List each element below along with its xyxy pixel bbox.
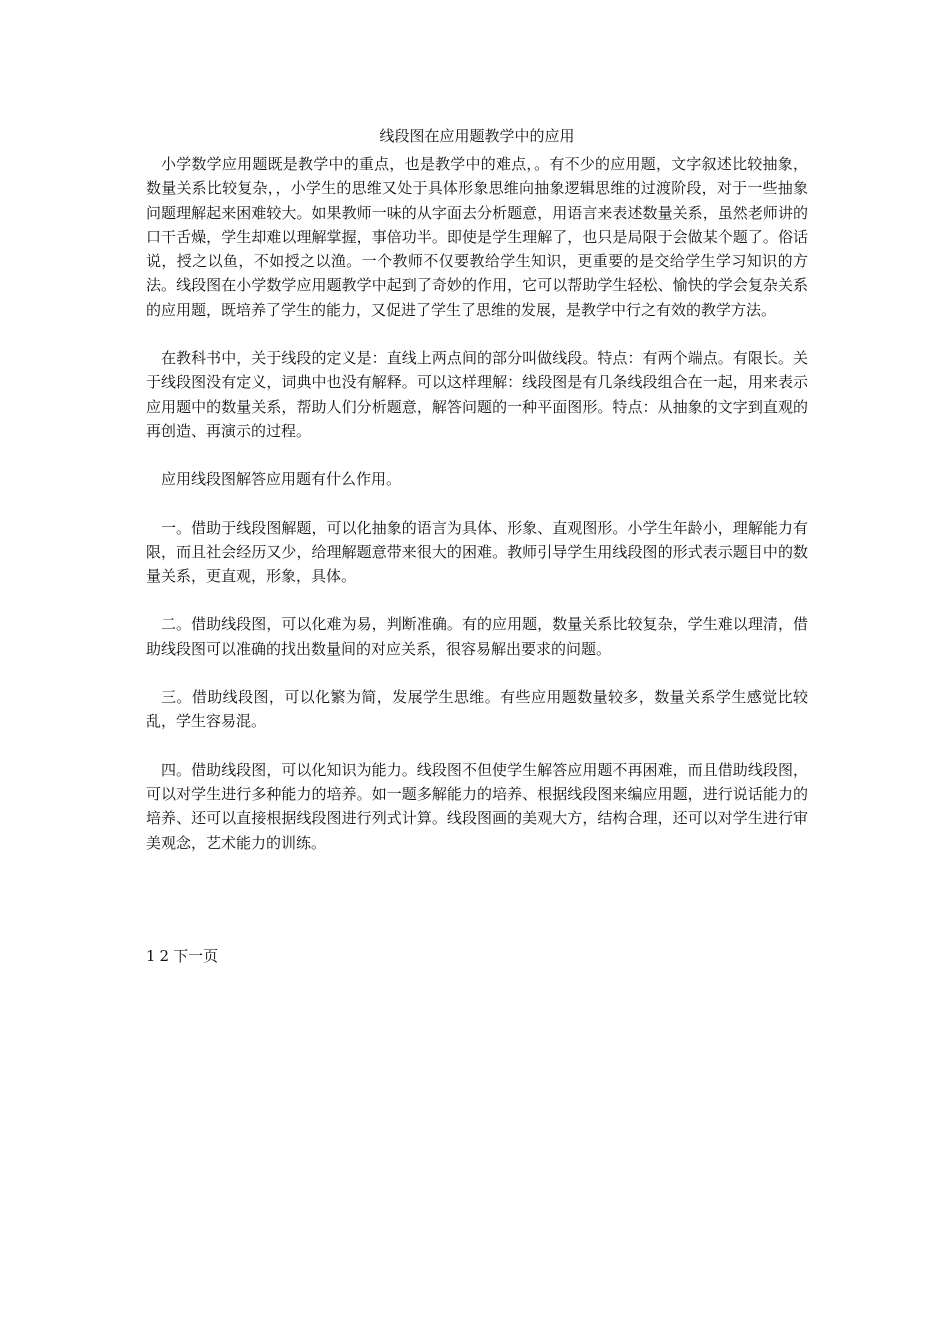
paragraph-gap — [146, 443, 808, 467]
paragraph-point-two: 二。借助线段图，可以化难为易，判断准确。有的应用题，数量关系比较复杂，学生难以理清，借助线段图可以准确的找出数量间的对应关系，很容易解出要求的问题。 — [146, 615, 808, 658]
page-link-1[interactable]: 1 — [146, 947, 156, 965]
paragraph-gap — [146, 588, 808, 612]
paragraph-intro: 小学数学应用题既是教学中的重点，也是教学中的难点，。有不少的应用题，文字叙述比较抽象，数量关系比较复杂，，小学生的思维又处于具体形象思维向抽象逻辑思维的过渡阶段，对于一些抽象问题理解起来困难较大。如果教师一味的从字面去分析题意，用语言来表述数量关系，虽然老师讲的口干舌燥，学生却难以理解掌握，事倍功半。即使是学生理解了，也只是局限于会做某个题了。俗话说，授之以鱼，不如授之以渔。一个教师不仅要教给学生知识，更重要的是交给学生学习知识的方法。线段图在小学数学应用题教学中起到了奇妙的作用，它可以帮助学生轻松、愉快的学会复杂关系的应用题，既培养了学生的能力，又促进了学生了思维的发展，是教学中行之有效的教学方法。 — [146, 155, 808, 319]
paragraph-point-three: 三。借助线段图，可以化繁为简，发展学生思维。有些应用题数量较多，数量关系学生感觉比较乱，学生容易混。 — [146, 688, 808, 731]
document-body — [146, 124, 808, 855]
pagination — [146, 944, 222, 968]
paragraph-point-one: 一。借助于线段图解题，可以化抽象的语言为具体、形象、直观图形。小学生年龄小，理解能力有限，而且社会经历又少，给理解题意带来很大的困难。教师引导学生用线段图的形式表示题目中的数量关系，更直观，形象，具体。 — [146, 518, 808, 586]
paragraph-gap — [146, 661, 808, 685]
paragraph-point-four: 四。借助线段图，可以化知识为能力。线段图不但使学生解答应用题不再困难，而且借助线段图，可以对学生进行多种能力的培养。如一题多解能力的培养、根据线段图来编应用题，进行说话能力的培养、还可以直接根据线段图进行列式计算。线段图画的美观大方，结构合理，还可以对学生进行审美观念，艺术能力的训练。 — [146, 760, 808, 852]
paragraph-question: 应用线段图解答应用题有什么作用。 — [161, 470, 402, 489]
next-page-link[interactable]: 下一页 — [173, 947, 219, 965]
paragraph-gap — [146, 492, 808, 516]
paragraph-gap — [146, 322, 808, 346]
page-link-2[interactable]: 2 — [159, 947, 170, 965]
paragraph-definition: 在教科书中，关于线段的定义是：直线上两点间的部分叫做线段。特点：有两个端点。有限长。关于线段图没有定义，词典中也没有解释。可以这样理解：线段图是有几条线段组合在一起，用来表示应用题中的数量关系，帮助人们分析题意，解答问题的一种平面图形。特点：从抽象的文字到直观的再创造、再演示的过程。 — [146, 349, 808, 440]
paragraph-gap — [146, 734, 808, 758]
document-title: 线段图在应用题教学中的应用 — [379, 127, 575, 145]
